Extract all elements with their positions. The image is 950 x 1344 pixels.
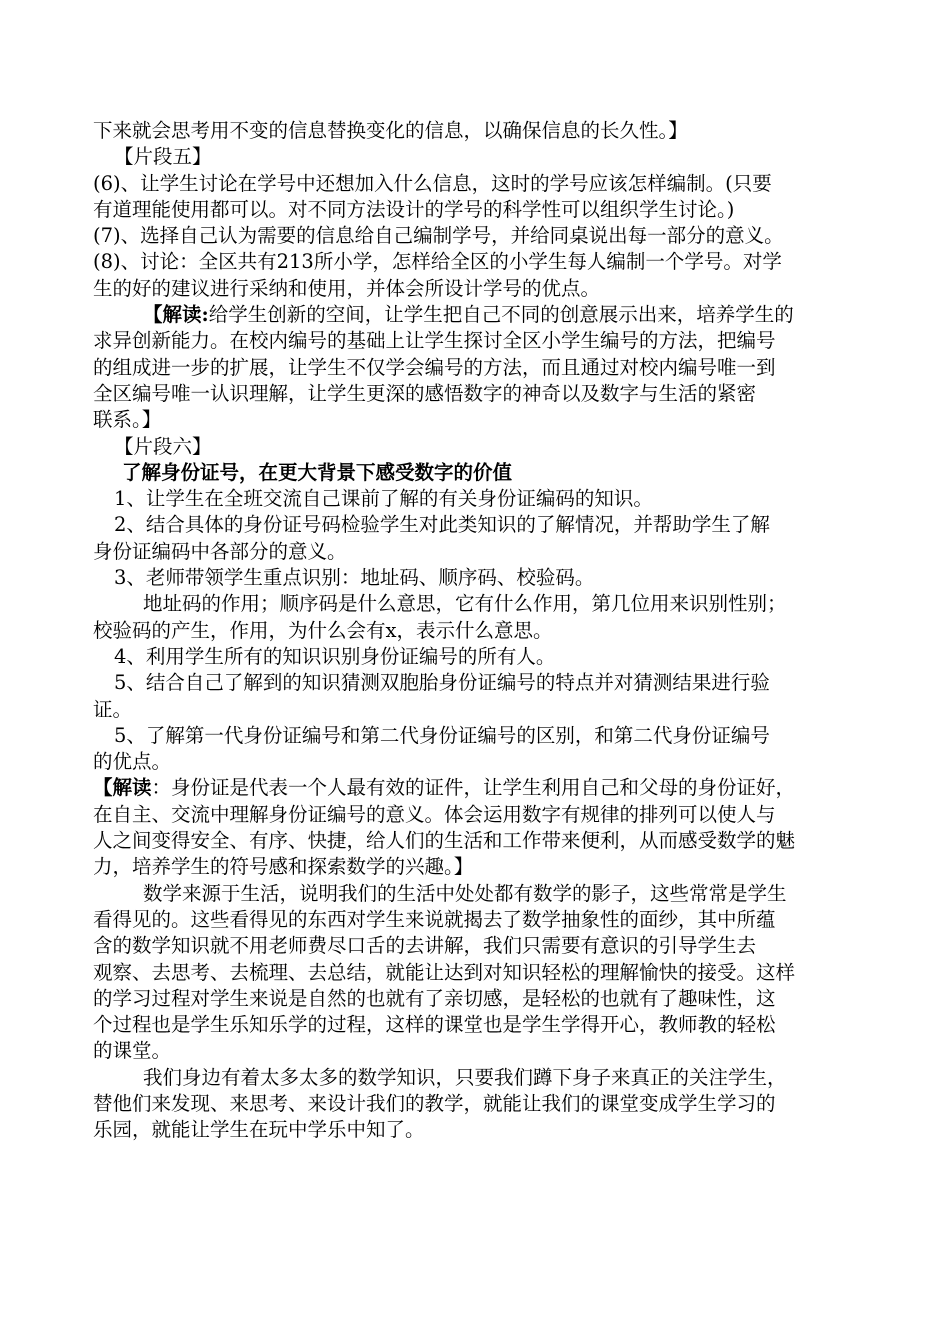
text-line — [93, 960, 865, 986]
text-line — [93, 512, 865, 538]
text-segment: (6)、让学生讨论在学号中还想加入什么信息，这时的学号应该怎样编制。(只要 — [93, 171, 772, 195]
text-segment: 5、了解第一代身份证编号和第二代身份证编号的区别，和第二代身份证编号 — [114, 723, 770, 747]
text-line — [93, 907, 865, 933]
document-body — [93, 118, 865, 1144]
text-segment: 5、结合自己了解到的知识猜测双胞胎身份证编号的特点并对猜测结果进行验 — [114, 671, 770, 695]
text-segment: 证。 — [93, 697, 133, 721]
text-line — [93, 775, 865, 801]
text-line — [93, 565, 865, 591]
text-line — [93, 644, 865, 670]
text-line — [93, 302, 865, 328]
text-segment: 的优点。 — [93, 750, 172, 774]
text-segment: 人之间变得安全、有序、快捷，给人们的生活和工作带来便利，从而感受数学的魅 — [93, 829, 796, 853]
text-line — [93, 1012, 865, 1038]
bold-label: 了解身份证号，在更大背景下感受数字的价值 — [122, 460, 513, 484]
text-line — [93, 986, 865, 1012]
text-segment: 力，培养学生的符号感和探索数学的兴趣。】 — [93, 855, 474, 879]
text-segment: 乐园，就能让学生在玩中学乐中知了。 — [93, 1118, 425, 1142]
text-line — [93, 355, 865, 381]
text-segment: 校验码的产生，作用，为什么会有x，表示什么意思。 — [93, 618, 553, 642]
text-segment: 的组成进一步的扩展，让学生不仅学会编号的方法，而且通过对校内编号唯一到 — [93, 355, 776, 379]
text-segment: 生的好的建议进行采纳和使用，并体会所设计学号的优点。 — [93, 276, 601, 300]
bold-label: 【解读: — [143, 303, 209, 327]
text-segment: 下来就会思考用不变的信息替换变化的信息，以确保信息的长久性。】 — [93, 119, 688, 142]
text-segment: 1、让学生在全班交流自己课前了解的有关身份证编码的知识。 — [114, 487, 653, 511]
text-segment: 我们身边有着太多太多的数学知识，只要我们蹲下身子来真正的关注学生， — [143, 1065, 787, 1089]
text-segment: 个过程也是学生乐知乐学的过程，这样的课堂也是学生学得开心，教师教的轻松 — [93, 1013, 776, 1037]
text-line — [93, 802, 865, 828]
text-segment: 替他们来发现、来思考、来设计我们的教学，就能让我们的课堂变成学生学习的 — [93, 1091, 776, 1115]
text-segment: 【片段五】 — [114, 145, 212, 169]
text-segment: (8)、讨论：全区共有213所小学，怎样给全区的小学生每人编制一个学号。对学 — [93, 250, 782, 274]
text-line — [93, 249, 865, 275]
text-line — [93, 434, 865, 460]
text-line — [93, 1091, 865, 1117]
text-segment: 的学习过程对学生来说是自然的也就有了亲切感，是轻松的也就有了趣味性，这 — [93, 986, 776, 1010]
text-segment: 3、老师带领学生重点识别：地址码、顺序码、校验码。 — [114, 566, 595, 590]
text-segment: 全区编号唯一认识理解，让学生更深的感悟数字的神奇以及数字与生活的紧密 — [93, 381, 757, 405]
text-segment: 含的数学知识就不用老师费尽口舌的去讲解，我们只需要有意识的引导学生去 — [93, 934, 757, 958]
text-segment: 4、利用学生所有的知识识别身份证编号的所有人。 — [114, 644, 556, 668]
text-line — [93, 618, 865, 644]
text-segment: 2、结合具体的身份证号码检验学生对此类知识的了解情况，并帮助学生了解 — [114, 513, 770, 537]
bold-label: 【解读 — [93, 776, 152, 800]
text-segment: 的课堂。 — [93, 1039, 172, 1063]
text-line — [93, 118, 865, 144]
text-line — [93, 460, 865, 486]
text-segment: 观察、去思考、去梳理、去总结，就能让达到对知识轻松的理解愉快的接受。这样 — [93, 960, 796, 984]
text-line — [93, 933, 865, 959]
text-line — [93, 697, 865, 723]
text-line — [93, 1065, 865, 1091]
text-segment: 【片段六】 — [114, 434, 212, 458]
text-segment: 求异创新能力。在校内编号的基础上让学生探讨全区小学生编号的方法，把编号 — [93, 329, 776, 353]
text-segment: 身份证编码中各部分的意义。 — [93, 539, 347, 563]
text-line — [93, 1038, 865, 1064]
text-line — [93, 486, 865, 512]
text-line — [93, 171, 865, 197]
text-line — [93, 144, 865, 170]
text-line — [93, 197, 865, 223]
text-segment: 联系。】 — [93, 408, 162, 432]
text-line — [93, 276, 865, 302]
text-line — [93, 723, 865, 749]
text-line — [93, 670, 865, 696]
text-line — [93, 854, 865, 880]
text-segment: ：身份证是代表一个人最有效的证件，让学生利用自己和父母的身份证好， — [151, 776, 796, 800]
text-line — [93, 407, 865, 433]
text-line — [93, 591, 865, 617]
text-segment: 看得见的。这些看得见的东西对学生来说就揭去了数学抽象性的面纱，其中所蕴 — [93, 907, 776, 931]
text-segment: (7)、选择自己认为需要的信息给自己编制学号，并给同桌说出每一部分的意义。 — [93, 224, 784, 248]
text-line — [93, 539, 865, 565]
text-segment: 在自主、交流中理解身份证编号的意义。体会运用数字有规律的排列可以使人与 — [93, 802, 776, 826]
text-line — [93, 828, 865, 854]
text-segment: 数学来源于生活，说明我们的生活中处处都有数学的影子，这些常常是学生 — [143, 881, 787, 905]
text-line — [93, 1117, 865, 1143]
text-line — [93, 223, 865, 249]
text-segment: 有道理能使用都可以。对不同方法设计的学号的科学性可以组织学生讨论。) — [93, 197, 735, 221]
text-line — [93, 881, 865, 907]
text-segment: 地址码的作用；顺序码是什么意思，它有什么作用，第几位用来识别性别； — [143, 592, 787, 616]
text-line — [93, 749, 865, 775]
text-line — [93, 328, 865, 354]
text-line — [93, 381, 865, 407]
text-segment: 给学生创新的空间，让学生把自己不同的创意展示出来，培养学生的 — [208, 303, 794, 327]
